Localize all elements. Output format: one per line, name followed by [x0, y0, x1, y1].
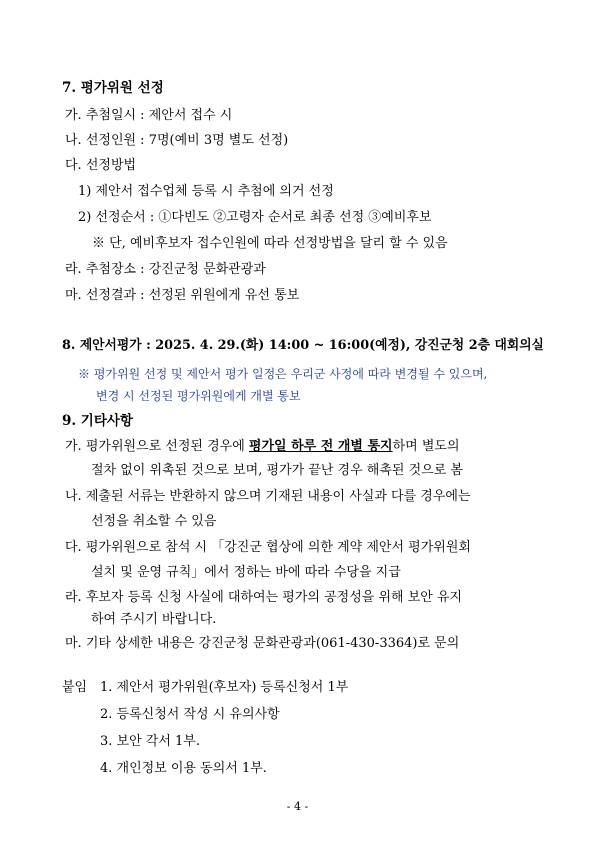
s9-item-na-cont: 선정을 취소할 수 있음	[91, 514, 217, 529]
section-9-title: 9. 기타사항	[62, 413, 133, 429]
s9-item-ga	[65, 439, 460, 455]
s9-item-ra: 라. 후보자 등록 신청 사실에 대하여는 평가의 공정성을 위해 보안 유지	[65, 590, 463, 605]
s7-item-da-1: 1) 제안서 접수업체 등록 시 추첨에 의거 선정	[78, 184, 334, 199]
attachment-item: 3. 보안 각서 1부.	[100, 734, 200, 749]
attachment-item: 1. 제안서 평가위원(후보자) 등록신청서 1부	[100, 680, 349, 695]
s7-item-ga: 가. 추첨일시 : 제안서 접수 시	[65, 108, 233, 123]
s7-item-na: 나. 선정인원 : 7명(예비 3명 별도 선정)	[65, 133, 289, 148]
s7-item-da-2: 2) 선정순서 : ①다빈도 ②고령자 순서로 최종 선정 ③예비후보	[78, 210, 432, 225]
s8-note-line2: 변경 시 선정된 평가위원에게 개별 통보	[96, 389, 301, 403]
attachment-item: 4. 개인정보 이용 동의서 1부.	[100, 761, 267, 776]
s9-item-na: 나. 제출된 서류는 반환하지 않으며 기재된 내용이 사실과 다를 경우에는	[65, 489, 471, 504]
attachment-label: 붙임	[62, 680, 88, 695]
s9-item-da: 다. 평가위원으로 참석 시 「강진군 협상에 의한 계약 제안서 평가위원회	[65, 540, 471, 555]
s9-ga-suffix: 하며 별도의	[392, 439, 460, 454]
s9-ga-emphasis: 평가일 하루 전 개별 통지	[248, 439, 393, 454]
section-8-title: 8. 제안서평가 : 2025. 4. 29.(화) 14:00 ~ 16:00(예정), 강진군청 2층 대회의실	[62, 338, 544, 353]
s9-ga-prefix: 가. 평가위원으로 선정된 경우에	[65, 439, 249, 454]
s9-item-ma: 마. 기타 상세한 내용은 강진군청 문화관광과(061-430-3364)로 문의	[65, 636, 460, 651]
attachment-item: 2. 등록신청서 작성 시 유의사항	[100, 707, 280, 722]
s7-item-ra: 라. 추첨장소 : 강진군청 문화관광과	[65, 262, 266, 277]
s7-note: ※ 단, 예비후보자 접수인원에 따라 선정방법을 달리 할 수 있음	[92, 236, 448, 251]
s9-item-da-cont: 설치 및 운영 규칙」에서 정하는 바에 따라 수당을 지급	[91, 565, 401, 580]
s9-item-ga-cont: 절차 없이 위촉된 것으로 보며, 평가가 끝난 경우 해촉된 것으로 봄	[91, 463, 463, 478]
s8-note-line1: ※ 평가위원 선정 및 제안서 평가 일정은 우리군 사정에 따라 변경될 수 있으며,	[78, 367, 488, 381]
s7-item-da: 다. 선정방법	[65, 158, 137, 173]
section-7-title: 7. 평가위원 선정	[62, 80, 164, 96]
s7-item-ma: 마. 선정결과 : 선정된 위원에게 유선 통보	[65, 288, 300, 303]
page-number: - 4 -	[286, 800, 309, 813]
s9-item-ra-cont: 하여 주시기 바랍니다.	[91, 612, 217, 627]
